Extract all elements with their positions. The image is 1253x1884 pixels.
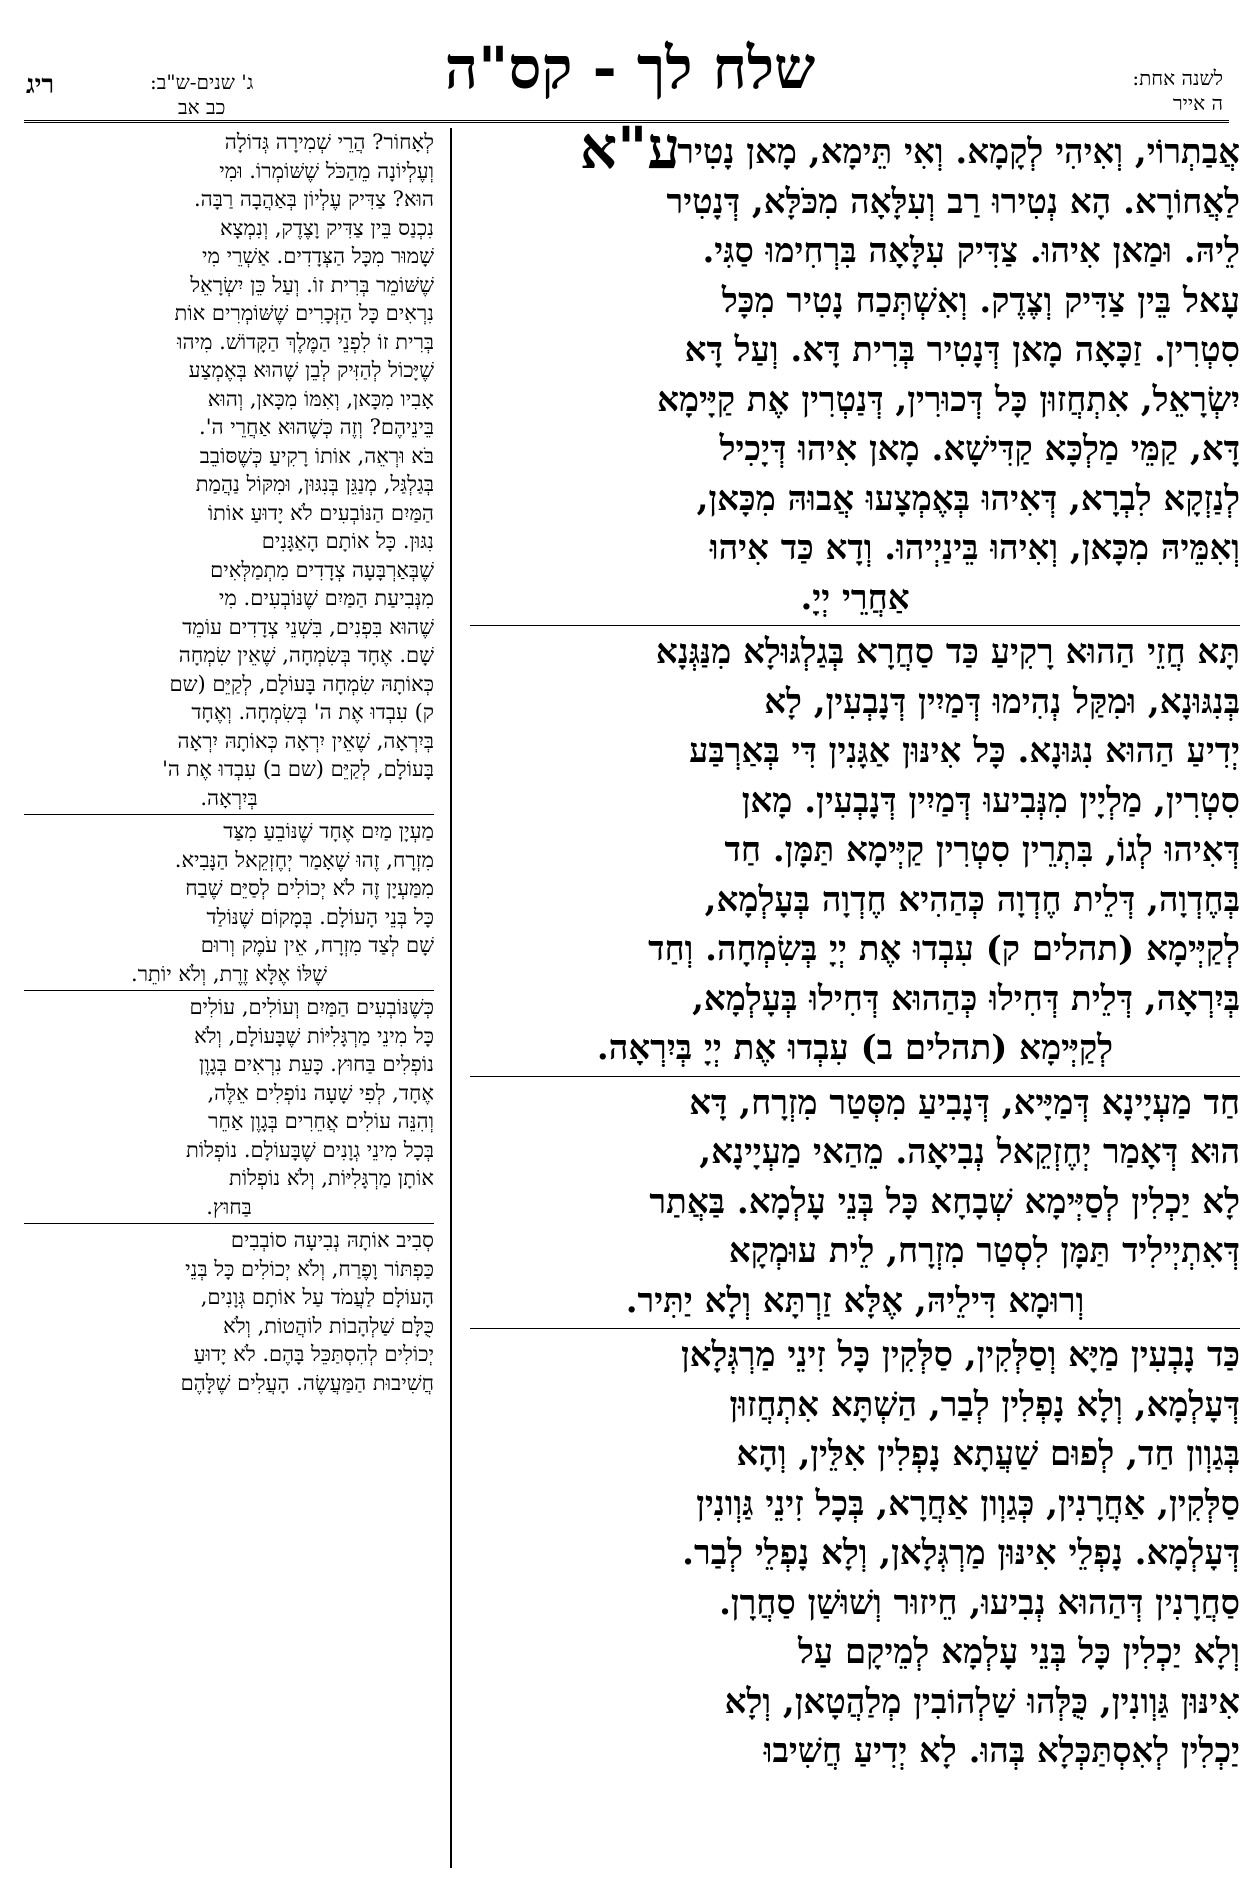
text-line: וְאִמֵּיהּ מִכָּאן, וְאִיהוּ בֵּינַיְיהוּ. וְדָא כַּד אִיהוּ (709, 528, 1240, 568)
text-line: אֲבַתְרוֹי, וְאִיהִי לְקָמָא. וְאִי תֵּימָא, מָאן נָטִיר (677, 132, 1240, 172)
text-line: וְלָא יַכְלִין כָּל בְּנֵי עָלְמָא לְמֵיקָם עַל (797, 1632, 1240, 1672)
text-line: כְּאוֹתָהּ שִׂמְחָה בָּעוֹלָם, לְקַיֵּם (שם (169, 671, 434, 696)
text-line: יְכוֹלִים לְהִסְתַּכֵּל בָּהֶם. לֹא יָדוּעַ (193, 1342, 434, 1366)
header-schedule-one-year (1132, 66, 1223, 116)
text-line: בְּרִית זוֹ לִפְנֵי הַמֶּלֶךְ הַקָּדוֹשׁ. מִיהוּ (177, 329, 434, 354)
header-schedule-three-years (150, 70, 253, 120)
text-line: כֻּלָּם שַׁלְהָבוֹת לוֹהֲטוֹת, וְלֹא (223, 1313, 434, 1338)
text-line: נִרְאִים כָּל הַזְּכָרִים שֶׁשּׁוֹמְרִים אוֹת (174, 301, 434, 325)
text-line: לָא יַכְלִין לְסַיְּימָא שְׁבָחָא כָּל בְּנֵי עָלְמָא. בַּאֲתַר (649, 1181, 1240, 1222)
text-line: וְרוּמָא דִּילֵיהּ, אֶלָּא זַרְתָּא וְלָא יַתִּיר. (625, 1280, 1085, 1321)
text-line: תָּא חֲזֵי הַהוּא רָקִיעַ כַּד סַחֲרָא בְּגַלְגּוּלָא מִנַּגְּנָא (655, 632, 1240, 672)
text-line: נִגּוּן. כָּל אוֹתָם הָאַגָּנִים (261, 529, 434, 553)
text-line: סִטְרִין, מַלְיָין מִנְּבִיעוּ דְּמַיִין דְּנָבְעִין. מָאן (741, 780, 1240, 821)
text-line: דְּאִתְיְילִיד תַּמָּן לִסְטַר מִזְרָח, לֵית עוּמְקָא (728, 1231, 1240, 1271)
text-line: שֶׁבְּאַרְבָּעָה צְדָדִים מִתְמַלְּאִים (210, 557, 434, 582)
text-line: שָׁמוּר מִכָּל הַצְּדָדִים. אַשְׁרֵי מִי (201, 244, 434, 268)
header-rule (24, 120, 1229, 123)
text-line: לְאָחוֹר? הֲרֵי שְׁמִירָה גְּדוֹלָה (224, 130, 434, 154)
page-title: שלח לך - קס"ה ע"א (444, 34, 816, 182)
text-line: אוֹתָן מַרְגָּלִיּוֹת, וְלֹא נוֹפְלוֹת (228, 1166, 434, 1190)
section-separator (24, 1223, 434, 1224)
text-line: יִשְׂרָאֵל, אִתְחֲזוּן כָּל דְּכוּרִין, דְּנַטְרִין אֶת קַיָּימָא (657, 379, 1240, 420)
text-line: חַד מַעְיָינָא דְּמַיָּיא, דְּנָבִיעַ מִסְּטַר מִזְרָח, דָּא (689, 1082, 1240, 1123)
text-line: לְנַזְקָא לִבְרָא, דְּאִיהוּ בְּאֶמְצָעוּ אֲבוּהּ מִכָּאן, (696, 478, 1240, 519)
text-line: שֶׁיָּכוֹל לְהַזִּיק לְבֵן שֶׁהוּא בְּאֶמְצַע (188, 358, 434, 382)
text-line: שָׁם. אֶחָד בְּשִׂמְחָה, שֶׁאֵין שִׂמְחָה (178, 643, 434, 667)
text-line: בָּעוֹלָם, לְקַיֵּם (שם ב) עִבְדוּ אֶת ה' (162, 757, 434, 781)
text-line: בְּכָל מִינֵי גְוָנִים שֶׁבָּעוֹלָם. נוֹפְלוֹת (185, 1137, 434, 1162)
text-line: שֶׁלּוֹ אֶלָּא זֶרֶת, וְלֹא יוֹתֵר. (131, 961, 327, 986)
text-line: בְּנִגּוּנָא, וּמִקַּל נְהִימוּ דְּמַיִין דְּנָבְעִין, לָא (764, 681, 1240, 722)
text-line: מַעְיָן מַיִם אֶחָד שֶׁנּוֹבֵעַ מִצַּד (223, 819, 434, 843)
text-line: בְּגַוְון חַד, לְפוּם שַׁעֲתָא נָפְלִין אִלֵּין, וְהָא (736, 1434, 1240, 1474)
text-line: כְּשֶׁנּוֹבְעִים הַמַּיִם וְעוֹלִים, עוֹלִים (189, 995, 434, 1019)
text-line: אֶחָד, לְפִי שָׁעָה נוֹפְלִים אֵלֶּה, (207, 1080, 434, 1105)
text-line: בְּיִרְאָה, דְּלֵית דְּחִילוּ כְּהַהוּא דְּחִילוּ בְּעָלְמָא, (692, 978, 1240, 1019)
text-line: דְּעָלְמָא. נָפְלֵי אִינּוּן מַרְגְּלָאן, וְלָא נָפְלֵי לְבַר. (682, 1533, 1240, 1573)
page-number: ריג (26, 70, 55, 100)
text-line: אִינּוּן גַּוְונִין, כֻּלְּהוּ שַׁלְהוֹבִין מְלַהֲטָאן, וְלָא (724, 1681, 1240, 1722)
text-line: דְּעָלְמָא, וְלָא נָפְלִין לְבַר, הַשְׁתָּא אִתְחֲזוּן (729, 1384, 1240, 1425)
text-line: הַמַּיִם הַנּוֹבְעִים לֹא יָדוּעַ אוֹתוֹ (207, 500, 434, 525)
text-line: סַלְּקִין, אַחֲרָנִין, כְּגַוְון אַחֲרָא, בְּכָל זִינֵי גַּוְונִין (696, 1483, 1240, 1524)
text-line: בְּחֶדְוָה, דְּלֵית חֶדְוָה כְּהַהִיא חֶדְוָה בְּעָלְמָא, (704, 879, 1240, 920)
text-line: בַּחוּץ. (206, 1194, 252, 1219)
schedule-label: ג' שנים-ש"ב: (150, 70, 254, 94)
text-line: נוֹפְלִים בַּחוּץ. כָּעֵת נִרְאִים בְּגָוֶן (199, 1052, 434, 1076)
section-separator (24, 990, 434, 991)
text-line: בְּגַלְגַּל, מְנַגֵּן בְּנִגּוּן, וּמִקּוֹל נַהֲמַת (195, 472, 434, 496)
text-line: מִנְּבִיעַת הַמַּיִם שֶׁנּוֹבְעִים. מִי (218, 586, 434, 610)
section-separator (470, 1328, 1240, 1329)
text-line: יְדִיעַ הַהוּא נִגּוּנָא. כָּל אִינּוּן אַגָּנִין דִּי בְּאַרְבַּע (689, 731, 1240, 771)
text-line: לְקַיְּימָא (תהלים ב) עִבְדוּ אֶת יְיָ בְּיִרְאָה. (596, 1028, 1114, 1068)
text-line: בֹּא וּרְאֵה, אוֹתוֹ רָקִיעַ כְּשֶׁסּוֹבֵב (199, 443, 434, 468)
text-line: יַכְלִין לְאִסְתַּכְּלָא בְּהוּ. לָא יְדִיעַ חֲשִׁיבוּ (763, 1731, 1240, 1771)
text-line: שָׁם לְצַד מִזְרָח, אֵין עֹמֶק וְרוּם (200, 933, 434, 957)
section-separator (470, 625, 1240, 626)
text-line: מִזְרָח, זֶהוּ שֶׁאָמַר יְחֶזְקֵאל הַנָּבִיא. (174, 847, 434, 872)
text-line: בֵּינֵיהֶם? וְזֶה כְּשֶׁהוּא אַחֲרֵי ה'. (199, 415, 434, 439)
text-line: כַּפְתּוֹר וָפֶרַח, וְלֹא יְכוֹלִים כָּל בְּנֵי (185, 1256, 434, 1281)
text-line: דְּאִיהוּ לְגוֹ, בִּתְרֵין סִטְרִין קַיְּימָא תַּמָּן. חַד (724, 830, 1240, 870)
text-line: חֲשִׁיבוּת הַמַּעֲשֶׂה. הָעֲלִים שֶׁלָּהֶם (180, 1370, 434, 1395)
text-line: סְבִיב אוֹתָהּ נְבִיעָה סוֹבְבִים (230, 1228, 434, 1252)
hebrew-translation-column (24, 128, 434, 1868)
column-divider (450, 128, 452, 1868)
text-line: כָּל מִינֵי מַרְגָּלִיּוֹת שֶׁבָּעוֹלָם, וְלֹא (194, 1023, 434, 1048)
text-line: כַּד נָבְעִין מַיָּא וְסַלְּקִין, סַלְּקִין כָּל זִינֵי מַרְגְּלָאן (681, 1335, 1240, 1375)
text-line: נִכְנַס בֵּין צַדִּיק וָצֶדֶק, וְנִמְצָא (219, 215, 434, 240)
schedule-date: ה אייר (1172, 91, 1223, 115)
text-line: כָּל בְּנֵי הָעוֹלָם. בְּמָקוֹם שֶׁנּוֹלַד (206, 904, 434, 929)
text-line: ק) עִבְדוּ אֶת ה' בְּשִׂמְחָה. וְאֶחָד (191, 700, 434, 724)
text-line: לֵיהּ. וּמַאן אִיהוּ. צַדִּיק עִלָּאָה בִּרְחִימוּ סַגִּי. (702, 231, 1240, 271)
text-line: סִטְרִין. זַכָּאָה מָאן דְּנָטִיר בְּרִית דָּא. וְעַל דָּא (684, 330, 1240, 370)
schedule-label: לשנה אחת: (1132, 66, 1223, 90)
text-line: עָאל בֵּין צַדִּיק וְצֶדֶק. וְאִשְׁתְּכַח נָטִיר מִכָּל (721, 280, 1240, 321)
text-line: הוּא דְּאָמַר יְחֶזְקֵאל נְבִיאָה. מֵהַאי מַעְיָינָא, (699, 1132, 1240, 1172)
text-line: שֶׁהוּא בִּפְנִים, בִּשְׁנֵי צְדָדִים עוֹמֵד (182, 614, 434, 639)
text-line: וְעֶלְיוֹנָה מֵהַכֹּל שֶׁשּׁוֹמְרוֹ. וּמִי (219, 158, 434, 183)
text-line: דָּא, קַמֵּי מַלְכָּא קַדִּישָׁא. מָאן אִיהוּ דְּיָכִיל (719, 429, 1240, 469)
text-line: וְהִנֵּה עוֹלִים אֲחֵרִים בְּגָוֶן אַחֵר (208, 1109, 434, 1133)
text-line: בְּיִרְאָה. (200, 785, 258, 810)
text-line: הָעוֹלָם לַעֲמֹד עַל אוֹתָם גְּוָנִים, (200, 1285, 434, 1309)
text-line: סַחֲרָנִין דְּהַהוּא נְבִיעוּ, חֵיזוּר וְשׁוּשַׁן סַחֲרָן. (719, 1582, 1240, 1623)
text-line: בְּיִרְאָה, שֶׁאֵין יִרְאָה כְּאוֹתָהּ יִרְאָה (177, 728, 434, 753)
text-line: שֶׁשּׁוֹמֵר בְּרִית זוֹ. וְעַל כֵּן יִשְׂרָאֵל (190, 272, 434, 297)
text-line: אַחֲרֵי יְיָ. (800, 577, 910, 618)
text-line: הוּא? צַדִּיק עֶלְיוֹן בְּאַהֲבָה רַבָּה. (194, 187, 434, 211)
section-separator (24, 814, 434, 815)
aramaic-text-column (470, 128, 1240, 1868)
text-line: לְקַיְּימָא (תהלים ק) עִבְדוּ אֶת יְיָ בְּשִׂמְחָה. וְחַד (648, 929, 1240, 969)
schedule-date: כב אב (177, 95, 226, 119)
text-line: מִמַּעְיָן זֶה לֹא יְכוֹלִים לְסַיֵּם שֶׁבַח (185, 876, 434, 900)
text-line: לַאֲחוֹרָא. הָא נְטִירוּ רַב וְעִלָּאָה מִכֹּלָּא, דְּנָטִיר (666, 181, 1240, 222)
text-line: אָבִיו מִכָּאן, וְאִמּוֹ מִכָּאן, וְהוּא (207, 386, 434, 411)
section-separator (470, 1076, 1240, 1077)
